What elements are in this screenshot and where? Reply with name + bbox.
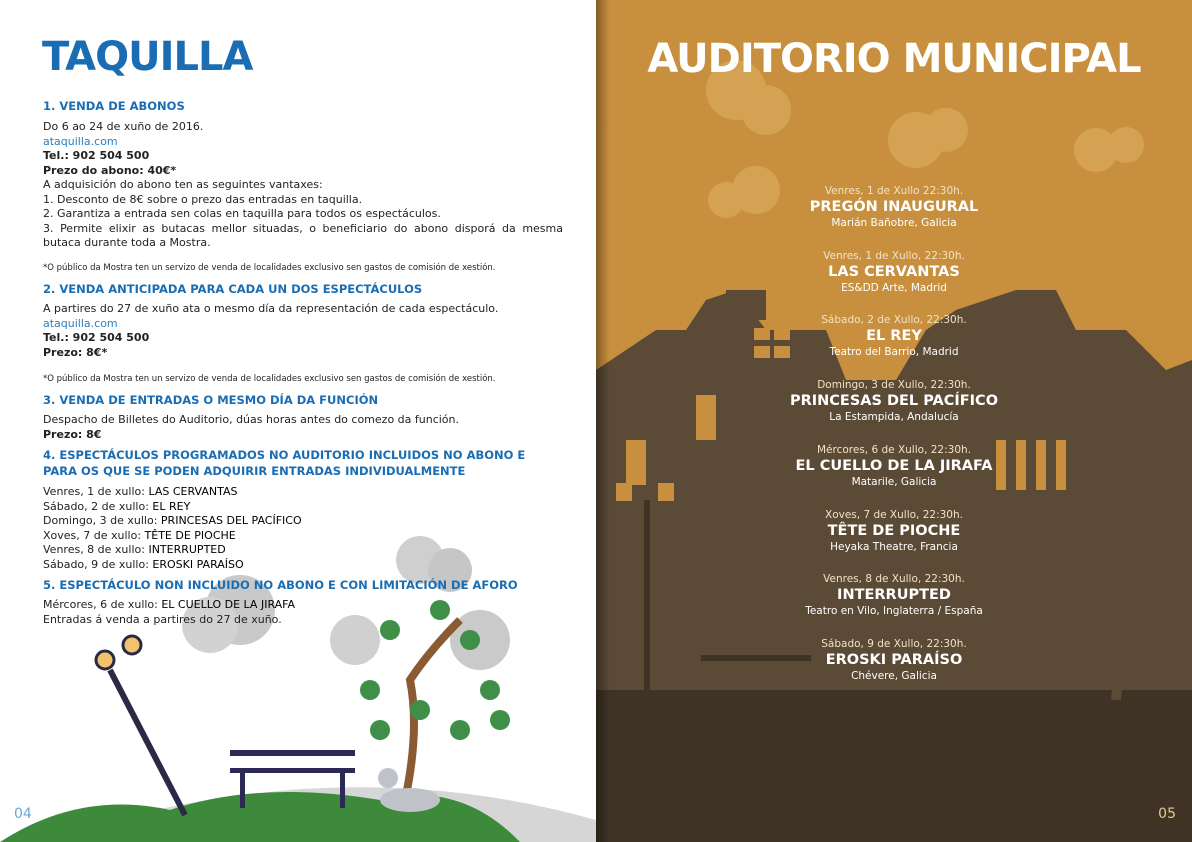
event-date: Domingo, 3 de Xullo, 22:30h. [817, 379, 971, 392]
show: EL REY [152, 499, 191, 513]
right-page [596, 0, 1192, 842]
show: EL CUELLO DE LA JIRAFA [161, 598, 296, 611]
list-item [43, 558, 563, 573]
event-date: Mércores, 6 de Xullo, 22:30h. [816, 443, 971, 456]
text-line: Despacho de Billetes do Auditorio, dúas horas antes do comezo da función. [43, 413, 460, 426]
event-item [596, 572, 1192, 618]
event-venue: Heyaka Theatre, Francia [830, 540, 958, 553]
show: INTERRUPTED [148, 543, 226, 556]
show-list [43, 485, 563, 572]
list-item [43, 485, 563, 500]
list-item: 1. Desconto de 8€ sobre o prezo das entradas en taquilla. [43, 192, 363, 206]
section-heading: 4. ESPECTÁCULOS PROGRAMADOS NO AUDITORIO INCLUIDOS NO ABONO E PARA OS QUE SE PODEN ADQUIRIR ENTRADAS INDIVIDUALMENTE [43, 448, 526, 478]
page-number: 04 [14, 806, 32, 822]
day: Venres, 1 de xullo: [43, 485, 149, 498]
event-title: LAS CERVANTAS [828, 263, 960, 280]
event-date: Venres, 1 de Xullo 22:30h. [824, 185, 964, 197]
text-line: A partires do 27 de xuño ata o mesmo día da representación de cada espectáculo. [43, 302, 499, 315]
price: Prezo do abono: 40€* [43, 163, 177, 177]
day: Venres, 8 de xullo: [43, 543, 149, 556]
section-heading: 3. VENDA DE ENTRADAS O MESMO DÍA DA FUNCIÓN [43, 393, 379, 407]
event-date: Xoves, 7 de Xullo, 22:30h. [825, 508, 963, 521]
footnote: *O público da Mostra ten un servizo de venda de localidades exclusivo sen gastos de comisión de xestión. [43, 374, 496, 384]
price: Prezo: 8€* [43, 345, 108, 359]
list-item [43, 500, 563, 515]
section-body [43, 413, 563, 442]
event-title: INTERRUPTED [837, 587, 951, 604]
day: Xoves, 7 de xullo: [43, 528, 145, 542]
event-date: Sábado, 2 de Xullo, 22:30h. [821, 314, 967, 327]
event-venue: ES&DD Arte, Madrid [841, 281, 947, 294]
event-title: PRINCESAS DEL PACÍFICO [789, 393, 999, 410]
event-item [596, 443, 1192, 489]
page-number: 05 [1158, 806, 1176, 822]
day: Domingo, 3 de xullo: [43, 514, 161, 527]
section-body [43, 120, 563, 251]
event-item [596, 184, 1192, 230]
phone: Tel.: 902 504 500 [43, 149, 150, 162]
section-heading: 5. ESPECTÁCULO NON INCLUIDO NO ABONO E CON LIMITACIÓN DE AFORO [43, 578, 518, 592]
ticket-link[interactable]: ataquilla.com [43, 134, 118, 148]
list-item [43, 543, 563, 558]
event-venue: Matarile, Galicia [851, 475, 937, 488]
page-title: TAQUILLA [42, 34, 253, 80]
price: Prezo: 8€ [43, 427, 102, 441]
text-line: A adquisición do abono ten as seguintes vantaxes: [43, 178, 323, 191]
event-venue: Chévere, Galicia [851, 669, 937, 682]
event-venue: Teatro en Vilo, Inglaterra / España [805, 605, 983, 618]
event-date: Venres, 1 de Xullo, 22:30h. [823, 249, 965, 262]
event-item [596, 637, 1192, 683]
text-line: Do 6 ao 24 de xuño de 2016. [43, 120, 204, 133]
event-title: EL REY [866, 328, 922, 345]
event-title: EL CUELLO DE LA JIRAFA [795, 457, 993, 474]
event-item [596, 508, 1192, 554]
show: EROSKI PARAÍSO [152, 557, 244, 571]
event-title: EROSKI PARAÍSO [825, 651, 963, 668]
show: PRINCESAS DEL PACÍFICO [160, 514, 302, 527]
event-title: TÊTE DE PIOCHE [827, 522, 961, 539]
show: TÊTE DE PIOCHE [144, 528, 236, 542]
event-title: PREGÓN INAUGURAL [809, 199, 979, 215]
day: Sábado, 2 de xullo: [43, 499, 153, 513]
list-item: 2. Garantiza a entrada sen colas en taquilla para todos os espectáculos. [43, 207, 441, 220]
section-heading: 2. VENDA ANTICIPADA PARA CADA UN DOS ESPECTÁCULOS [43, 282, 423, 296]
list-item: 3. Permite elixir as butacas mellor situadas, o beneficiario do abono disporá da mesma butaca durante toda a Mostra. [43, 221, 563, 249]
footnote: *O público da Mostra ten un servizo de venda de localidades exclusivo sen gastos de comisión de xestión. [43, 263, 496, 273]
event-venue: Teatro del Barrio, Madrid [829, 346, 959, 359]
section-body [43, 598, 563, 627]
text-line: Entradas á venda a partires do 27 de xuño. [43, 612, 282, 626]
event-venue: La Estampida, Andalucía [829, 411, 959, 424]
phone: Tel.: 902 504 500 [43, 331, 150, 344]
event-venue: Marián Bañobre, Galicia [831, 217, 957, 229]
event-date: Sábado, 9 de Xullo, 22:30h. [821, 637, 967, 650]
event-item [596, 378, 1192, 424]
event-item [596, 249, 1192, 295]
event-date: Venres, 8 de Xullo, 22:30h. [823, 573, 965, 586]
show: LAS CERVANTAS [148, 485, 238, 498]
day: Sábado, 9 de xullo: [43, 557, 153, 571]
list-item [43, 514, 563, 529]
event-item [596, 313, 1192, 359]
page-title: AUDITORIO MUNICIPAL [647, 36, 1141, 82]
section-body [43, 302, 563, 360]
section-heading: 1. VENDA DE ABONOS [43, 99, 185, 113]
ticket-link[interactable]: ataquilla.com [43, 316, 118, 330]
day: Mércores, 6 de xullo: [43, 598, 162, 611]
list-item [43, 529, 563, 544]
